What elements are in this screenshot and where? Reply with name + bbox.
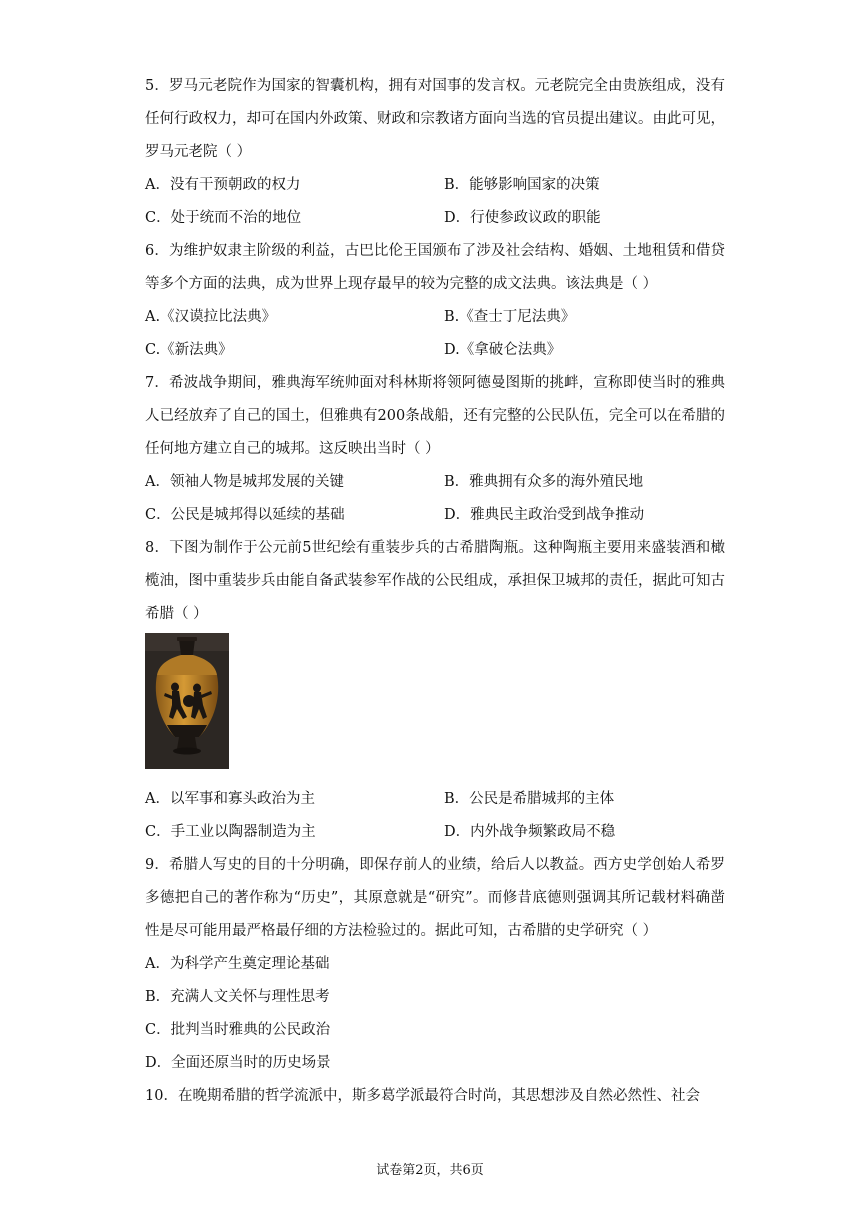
question-6 bbox=[145, 235, 725, 367]
question-10 bbox=[145, 1080, 725, 1113]
option-c: C.《新法典》 bbox=[145, 342, 233, 358]
option-c: C．公民是城邦得以延续的基础 bbox=[145, 507, 345, 523]
option-a: A．没有干预朝政的权力 bbox=[145, 177, 301, 193]
options-grid bbox=[145, 466, 725, 532]
option-b: B．充满人文关怀与理性思考 bbox=[145, 989, 330, 1005]
option-d: D．全面还原当时的历史场景 bbox=[145, 1055, 331, 1071]
option-d: D．内外战争频繁政局不稳 bbox=[444, 824, 616, 840]
options-grid bbox=[145, 169, 725, 235]
option-d: D.《拿破仑法典》 bbox=[444, 342, 562, 358]
questions-area bbox=[145, 70, 725, 1113]
option-c: C．处于统而不治的地位 bbox=[145, 210, 302, 226]
option-b: B．能够影响国家的决策 bbox=[444, 177, 600, 193]
question-stem: 8．下图为制作于公元前5世纪绘有重装步兵的古希腊陶瓶。这种陶瓶主要用来盛装酒和橄榄油，图中重装步兵由能自备武装参军作战的公民组成，承担保卫城邦的责任，据此可知古希腊（ ） bbox=[145, 540, 725, 622]
question-stem: 6．为维护奴隶主阶级的利益，古巴比伦王国颁布了涉及社会结构、婚姻、土地租赁和借贷等多个方面的法典，成为世界上现存最早的较为完整的成文法典。该法典是（ ） bbox=[145, 243, 725, 292]
page-footer: 试卷第2页，共6页 bbox=[376, 1163, 484, 1178]
option-a: A．为科学产生奠定理论基础 bbox=[145, 956, 330, 972]
question-9 bbox=[145, 849, 725, 1080]
question-8 bbox=[145, 532, 725, 849]
question-stem: 9．希腊人写史的目的十分明确，即保存前人的业绩，给后人以教益。西方史学创始人希罗多德把自己的著作称为“历史”，其原意就是“研究”。而修昔底德则强调其所记载材料确凿性是尽可能用最严格最仔细的方法检验过的。据此可知，古希腊的史学研究（ ） bbox=[145, 857, 725, 939]
vase-figure bbox=[145, 631, 725, 783]
question-5 bbox=[145, 70, 725, 235]
option-d: D．行使参政议政的职能 bbox=[444, 210, 601, 226]
option-c: C．批判当时雅典的公民政治 bbox=[145, 1022, 331, 1038]
option-c: C．手工业以陶器制造为主 bbox=[145, 824, 316, 840]
options-grid bbox=[145, 783, 725, 849]
question-stem: 10．在晚期希腊的哲学流派中，斯多葛学派最符合时尚，其思想涉及自然必然性、社会 bbox=[145, 1088, 700, 1104]
question-7 bbox=[145, 367, 725, 532]
option-b: B．雅典拥有众多的海外殖民地 bbox=[444, 474, 644, 490]
greek-vase-image bbox=[145, 633, 229, 769]
question-stem: 7．希波战争期间，雅典海军统帅面对科林斯将领阿德曼图斯的挑衅，宣称即使当时的雅典人已经放弃了自己的国土，但雅典有200条战船，还有完整的公民队伍，完全可以在希腊的任何地方建立自己的城邦。这反映出当时（ ） bbox=[145, 375, 725, 457]
option-d: D．雅典民主政治受到战争推动 bbox=[444, 507, 645, 523]
option-a: A.《汉谟拉比法典》 bbox=[145, 309, 277, 325]
question-stem: 5．罗马元老院作为国家的智囊机构，拥有对国事的发言权。元老院完全由贵族组成，没有任何行政权力，却可在国内外政策、财政和宗教诸方面向当选的官员提出建议。由此可见，罗马元老院（ ） bbox=[145, 78, 725, 160]
option-b: B.《查士丁尼法典》 bbox=[444, 309, 576, 325]
options-grid bbox=[145, 301, 725, 367]
option-b: B．公民是希腊城邦的主体 bbox=[444, 791, 615, 807]
option-a: A．以军事和寡头政治为主 bbox=[145, 791, 315, 807]
option-a: A．领袖人物是城邦发展的关键 bbox=[145, 474, 344, 490]
